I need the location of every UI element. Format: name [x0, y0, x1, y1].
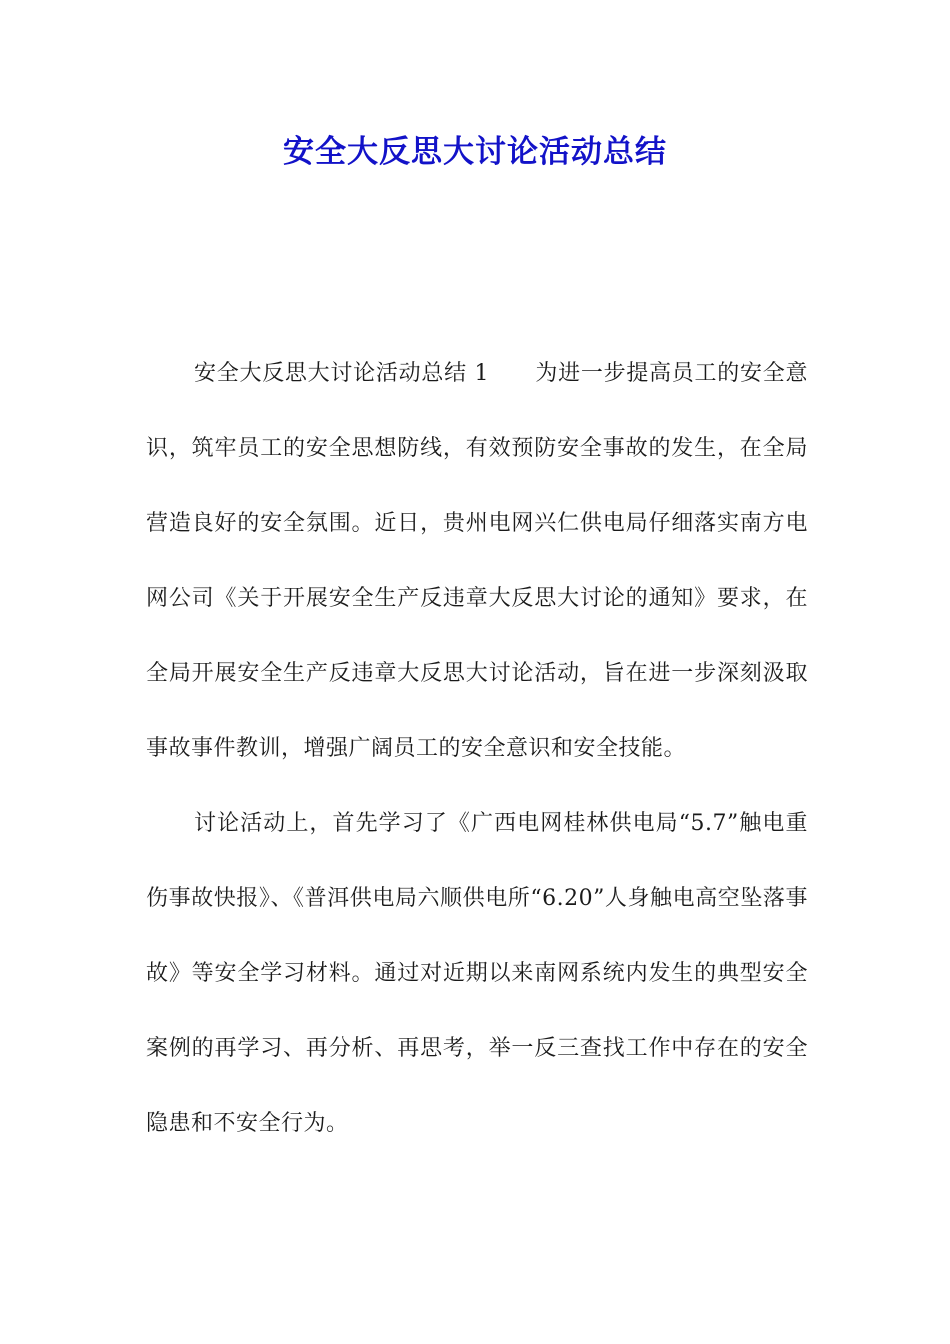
paragraph-1-heading: 安全大反思大讨论活动总结 1 [194, 361, 490, 386]
document-body [146, 336, 808, 1161]
paragraph-2 [146, 786, 808, 1161]
paragraph-2-text: 讨论活动上，首先学习了《广西电网桂林供电局“5.7”触电重伤事故快报》、《普洱供电局六顺供电所“6.20”人身触电高空坠落事故》等安全学习材料。通过对近期以来南网系统内发生的典型安全案例的再学习、再分析、再思考，举一反三查找工作中存在的安全隐患和不安全行为。 [146, 811, 808, 1136]
paragraph-1-gap [489, 361, 535, 386]
paragraph-1-text: 为进一步提高员工的安全意识，筑牢员工的安全思想防线，有效预防安全事故的发生，在全局营造良好的安全氛围。近日，贵州电网兴仁供电局仔细落实南方电网公司《关于开展安全生产反违章大反思大讨论的通知》要求，在全局开展安全生产反违章大反思大讨论活动，旨在进一步深刻汲取事故事件教训，增强广阔员工的安全意识和安全技能。 [146, 361, 808, 761]
paragraph-1 [146, 336, 808, 786]
document-title: 安全大反思大讨论活动总结 [283, 134, 667, 170]
